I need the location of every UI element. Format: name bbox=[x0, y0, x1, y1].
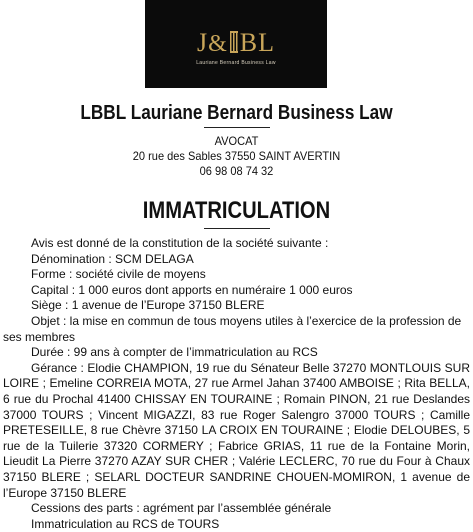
firm-address: 20 rue des Sables 37550 SAINT AVERTIN bbox=[132, 149, 341, 163]
notice-immatriculation: Immatriculation au RCS de TOURS bbox=[31, 516, 220, 531]
firm-logo bbox=[145, 0, 327, 88]
notice-duree: Durée : 99 ans à compter de l’immatriculation au RCS bbox=[31, 345, 318, 360]
heading-divider bbox=[204, 228, 270, 229]
logo-subtitle: Lauriane Bernard Business Law bbox=[196, 60, 276, 66]
firm-phone: 06 98 08 74 32 bbox=[199, 164, 274, 178]
logo-letter-right: BL bbox=[239, 28, 276, 57]
firm-name: LBBL Lauriane Bernard Business Law bbox=[80, 102, 393, 124]
notice-denomination: Dénomination : SCM DELAGA bbox=[31, 251, 194, 266]
logo-ampersand: & bbox=[208, 31, 228, 57]
notice-heading: IMMATRICULATION bbox=[142, 197, 331, 224]
notice-body bbox=[3, 236, 470, 532]
notice-intro: Avis est donné de la constitution de la société suivante : bbox=[31, 236, 329, 250]
notice-capital: Capital : 1 000 euros dont apports en numéraire 1 000 euros bbox=[31, 282, 353, 297]
header-divider bbox=[204, 127, 270, 128]
notice-objet: Objet : la mise en commun de tous moyens utiles à l’exercice de la profession de ses membres bbox=[3, 313, 462, 344]
notice-cessions: Cessions des parts : agrément par l’assemblée générale bbox=[31, 501, 332, 516]
pillar-icon bbox=[230, 31, 238, 53]
firm-title: AVOCAT bbox=[214, 134, 259, 148]
logo-monogram bbox=[145, 28, 327, 58]
notice-forme: Forme : société civile de moyens bbox=[31, 267, 206, 282]
logo-letter-left: J bbox=[196, 28, 209, 57]
notice-gerance: Gérance : Elodie CHAMPION, 19 rue du Sénateur Belle 37270 MONTLOUIS SUR LOIRE ; Emeline CORREIA MOTA, 27 rue Armel Jahan 37400 AMBOISE ; Rita BELLA, 6 rue du Prochal 41400 CHISSAY EN TOURAINE ; Romain PINON, 21 rue Deslandes 37000 TOURS ; Vincent MIGAZZI, 83 rue Roger Salengro 37000 TOURS ; Camille PRETESEILLE, 8 rue Chèvre 37150 LA CROIX EN TOURAINE ; Elodie DELOUBES, 5 rue de la Tuilerie 37320 CORMERY ; Fabrice GRIAS, 11 rue de la Fontaine Morin, Lieudit La Pierre 37270 AZAY SUR CHER ; Valérie LECLERC, 70 rue du Four à Chaux 37150 BLERE ; SELARL DOCTEUR SANDRINE CHOUEN-MOMIRON, 1 avenue de l’Europe 37150 BLERE bbox=[3, 360, 470, 500]
notice-siege: Siège : 1 avenue de l’Europe 37150 BLERE bbox=[31, 298, 265, 313]
